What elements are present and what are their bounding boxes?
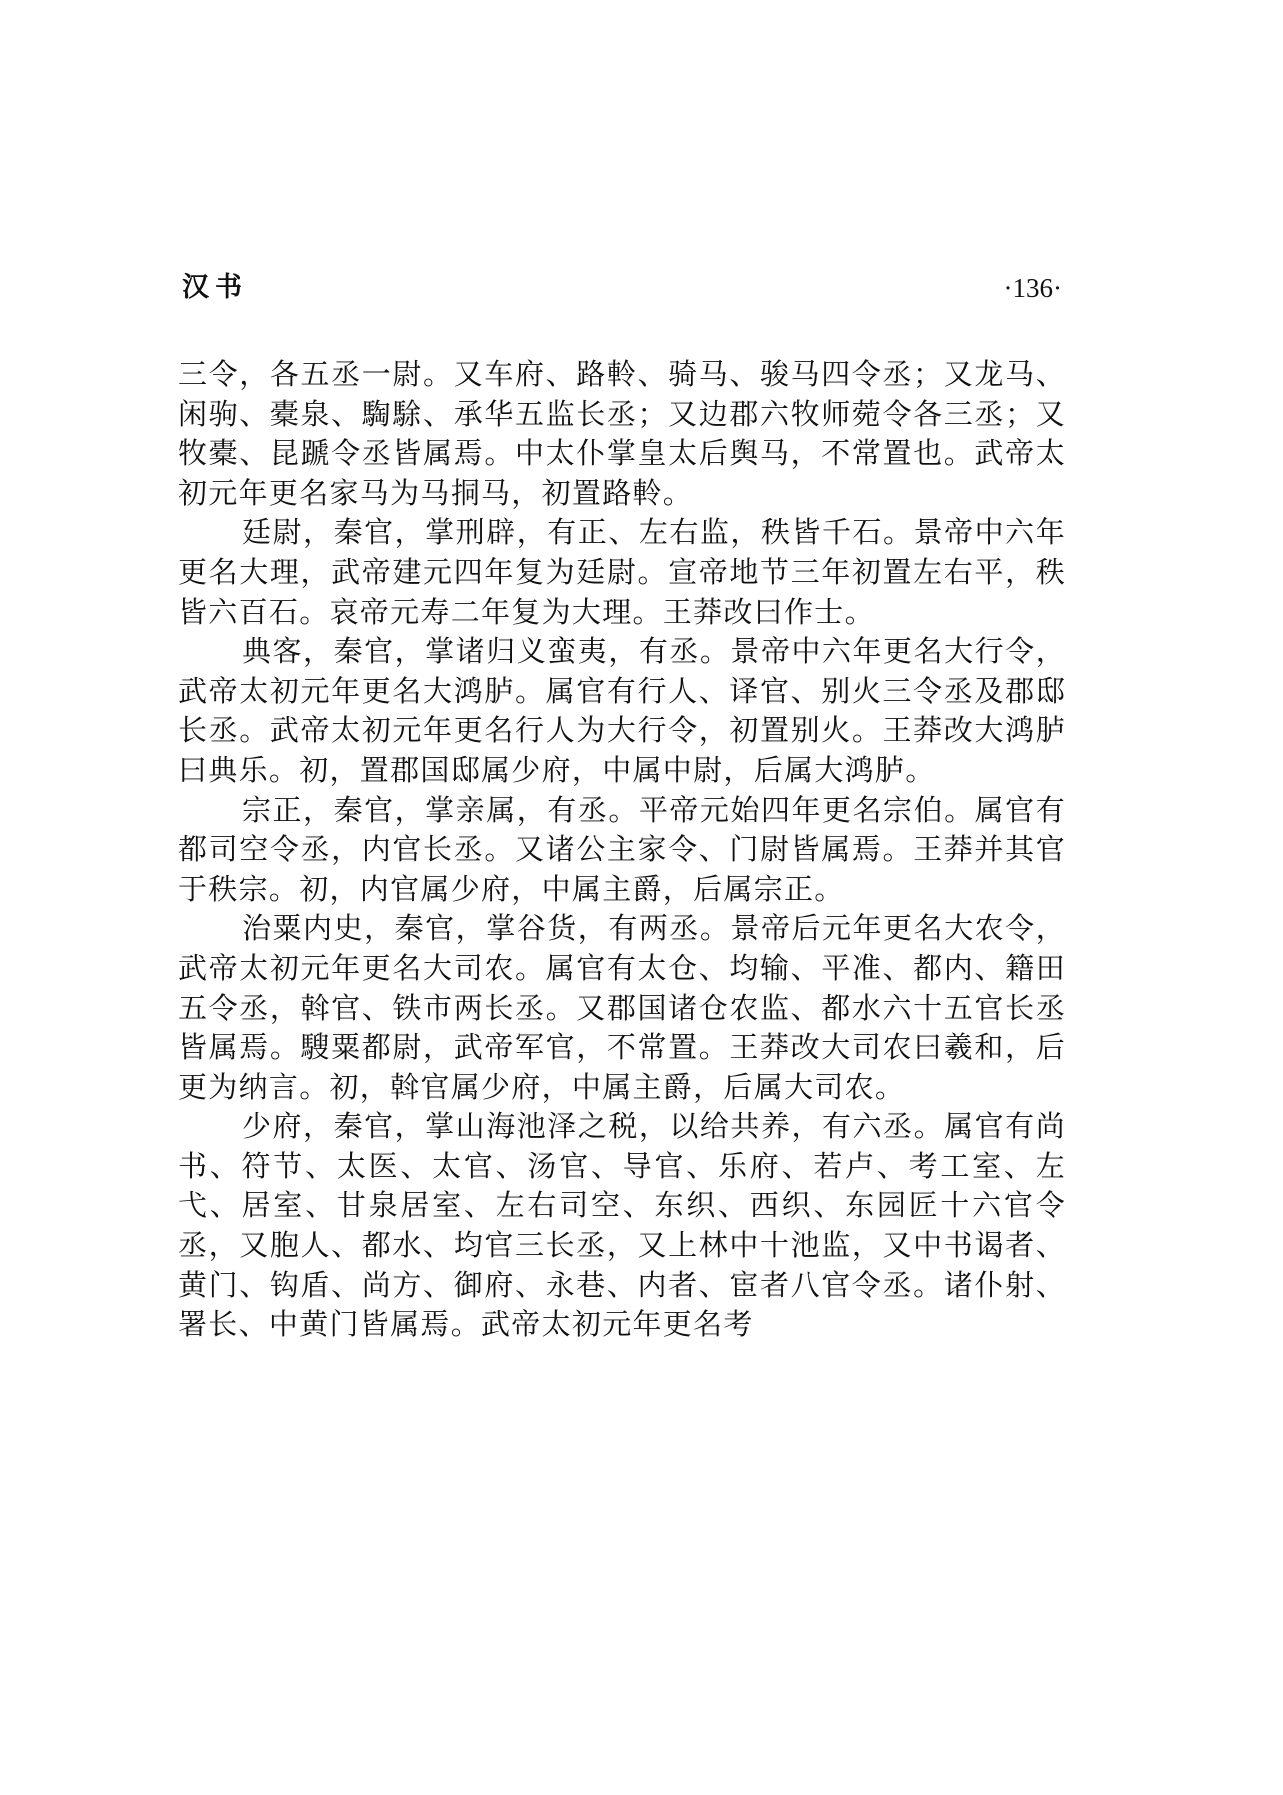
paragraph-dianke: 典客，秦官，掌诸归义蛮夷，有丞。景帝中六年更名大行令，武帝太初元年更名大鸿胪。属官有行人、译官、别火三令丞及郡邸长丞。武帝太初元年更名行人为大行令，初置别火。王莽改大鸿胪曰典乐。初，置郡国邸属少府，中属中尉，后属大鸿胪。	[178, 634, 1066, 787]
paragraph-zongzheng: 宗正，秦官，掌亲属，有丞。平帝元始四年更名宗伯。属官有都司空令丞，内官长丞。又诸公主家令、门尉皆属焉。王莽并其官于秩宗。初，内官属少府，中属主爵，后属宗正。	[178, 792, 1066, 906]
book-title: 汉书	[182, 272, 248, 303]
paragraph-zhisu-neishi: 治粟内史，秦官，掌谷货，有两丞。景帝后元年更名大农令，武帝太初元年更名大司农。属官有太仓、均输、平准、都内、籍田五令丞，斡官、铁市两长丞。又郡国诸仓农监、都水六十五官长丞皆属焉。騪粟都尉，武帝军官，不常置。王莽改大司农曰羲和，后更为纳言。初，斡官属少府，中属主爵，后属大司农。	[178, 911, 1066, 1104]
body-text	[178, 355, 1066, 1345]
paragraph-continued: 三令，各五丞一尉。又车府、路軨、骑马、骏马四令丞；又龙马、闲驹、橐泉、騊駼、承华五监长丞；又边郡六牧师菀令各三丞；又牧橐、昆蹏令丞皆属焉。中太仆掌皇太后舆马，不常置也。武帝太初元年更名家马为马挏马，初置路軨。	[178, 357, 1066, 510]
running-header	[182, 268, 1062, 308]
paragraph-tingwei: 廷尉，秦官，掌刑辟，有正、左右监，秩皆千石。景帝中六年更名大理，武帝建元四年复为廷尉。宣帝地节三年初置左右平，秩皆六百石。哀帝元寿二年复为大理。王莽改曰作士。	[178, 515, 1066, 629]
page-number: ·136·	[1003, 273, 1062, 303]
paragraph-shaofu: 少府，秦官，掌山海池泽之税，以给共养，有六丞。属官有尚书、符节、太医、太官、汤官、导官、乐府、若卢、考工室、左弋、居室、甘泉居室、左右司空、东织、西织、东园匠十六官令丞，又胞人、都水、均官三长丞，又上林中十池监，又中书谒者、黄门、钩盾、尚方、御府、永巷、内者、宦者八官令丞。诸仆射、署长、中黄门皆属焉。武帝太初元年更名考	[178, 1109, 1066, 1342]
